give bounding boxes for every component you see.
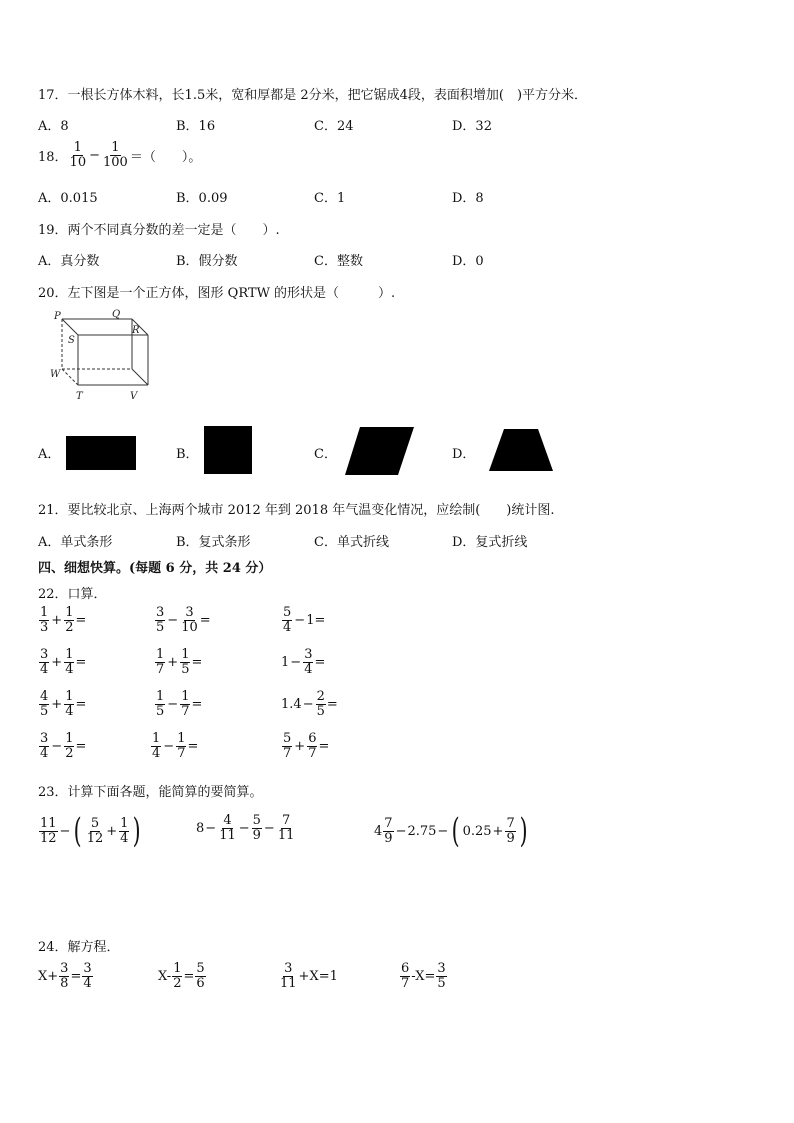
q23-expression-2: 8 − $\frac{4}{11}$ − $\frac{5}{9}$ − $\frac{7}{11}$ — [196, 813, 295, 843]
oral-calc-6: 1 − $\frac{3}{4}$ = — [281, 647, 326, 677]
q18-option-a: A．0.015 — [38, 191, 98, 206]
q18-tail: ＝（ ）。 — [129, 149, 202, 165]
q24-equation-1: X+ $\frac{3}{8}$ = $\frac{3}{4}$ — [38, 961, 92, 991]
oral-calc-3: $\frac{5}{4}$ − 1 = — [283, 605, 326, 635]
q24-equation-2: X- $\frac{1}{2}$ = $\frac{5}{6}$ — [158, 961, 205, 991]
q17-option-a: A．8 — [38, 119, 69, 134]
oral-calc-9: 1.4 − $\frac{2}{5}$ = — [281, 689, 338, 719]
q21-option-d: D．复式折线 — [452, 535, 528, 550]
q20-shape-rectangle — [66, 436, 136, 470]
q20-option-c: C． — [314, 447, 337, 462]
q19-option-b: B．假分数 — [176, 254, 238, 269]
q18-option-c: C．1 — [314, 191, 346, 206]
cube-label-w: W — [50, 369, 61, 380]
cube-label-q: Q — [112, 309, 121, 320]
oral-calc-7: $\frac{4}{5}$ + $\frac{1}{4}$ = — [40, 689, 87, 719]
oral-calc-8: $\frac{1}{5}$ − $\frac{1}{7}$ = — [156, 689, 203, 719]
q19-text: 19．两个不同真分数的差一定是（ ）. — [38, 223, 280, 238]
q19-option-d: D．0 — [452, 254, 484, 269]
q23-expression-1: $\frac{11}{12}$ − ( $\frac{5}{12}$ + $\frac{1}{4}$ ) — [40, 811, 142, 851]
q20-shape-parallelogram — [344, 426, 416, 476]
q23-title: 23．计算下面各题，能简算的要简算。 — [38, 785, 263, 800]
q24-equation-4: $\frac{6}{7}$ -X= $\frac{3}{5}$ — [401, 961, 446, 991]
oral-calc-10: $\frac{3}{4}$ − $\frac{1}{2}$ = — [40, 731, 87, 761]
oral-calc-12: $\frac{5}{7}$ + $\frac{6}{7}$ = — [283, 731, 330, 761]
q18-option-b: B．0.09 — [176, 191, 228, 206]
cube-label-r: R — [132, 325, 140, 336]
q17-option-d: D．32 — [452, 119, 492, 134]
cube-label-t: T — [76, 391, 83, 402]
q20-option-b: B． — [176, 447, 199, 462]
cube-label-v: V — [130, 391, 138, 402]
oral-calc-5: $\frac{1}{7}$ + $\frac{1}{5}$ = — [156, 647, 203, 677]
oral-calc-1: $\frac{1}{3}$ + $\frac{1}{2}$ = — [40, 605, 87, 635]
q18-fraction-2: $\frac{1}{100}$ — [103, 140, 128, 170]
q22-title: 22．口算． — [38, 587, 107, 602]
q20-option-d: D． — [452, 447, 476, 462]
q20-shape-trapezoid — [488, 428, 554, 472]
q24-title: 24．解方程． — [38, 940, 120, 955]
cube-diagram — [40, 305, 160, 405]
oral-calc-11: $\frac{1}{4}$ − $\frac{1}{7}$ = — [152, 731, 199, 761]
q19-option-a: A．真分数 — [38, 254, 100, 269]
cube-label-p: P — [54, 311, 61, 322]
oral-calc-2: $\frac{3}{5}$ − $\frac{3}{10}$ = — [156, 605, 211, 635]
q21-option-b: B．复式条形 — [176, 535, 251, 550]
q24-equation-3: $\frac{3}{11}$ +X=1 — [280, 961, 338, 991]
q19-option-c: C．整数 — [314, 254, 363, 269]
q21-text: 21．要比较北京、上海两个城市 2012 年到 2018 年气温变化情况，应绘制( )统计图. — [38, 503, 555, 518]
q18-fraction-1: $\frac{1}{10}$ — [69, 140, 87, 170]
q20-text: 20．左下图是一个正方体，图形 QRTW 的形状是（ ）. — [38, 286, 396, 301]
q23-expression-3: 4 $\frac{7}{9}$ − 2.75 − ( 0.25 + $\frac{7}{9}$ ) — [374, 811, 528, 851]
q17-option-c: C．24 — [314, 119, 354, 134]
q20-shape-square — [204, 426, 252, 474]
q18-number: 18． — [38, 149, 68, 165]
q21-option-a: A．单式条形 — [38, 535, 113, 550]
q20-option-a: A． — [38, 447, 61, 462]
q17-option-b: B．16 — [176, 119, 216, 134]
q21-option-c: C．单式折线 — [314, 535, 389, 550]
oral-calc-4: $\frac{3}{4}$ + $\frac{1}{4}$ = — [40, 647, 87, 677]
q18-option-d: D．8 — [452, 191, 484, 206]
cube-label-s: S — [68, 335, 75, 346]
q18-expression: 18． $\frac{1}{10}$ − $\frac{1}{100}$ ＝（ ）。 — [38, 140, 202, 170]
q17-text: 17．一根长方体木料，长1.5米，宽和厚都是 2分米，把它锯成4段，表面积增加( )平方分米． — [38, 88, 588, 103]
section-4-heading: 四、细想快算。(每题 6 分，共 24 分） — [38, 561, 272, 576]
